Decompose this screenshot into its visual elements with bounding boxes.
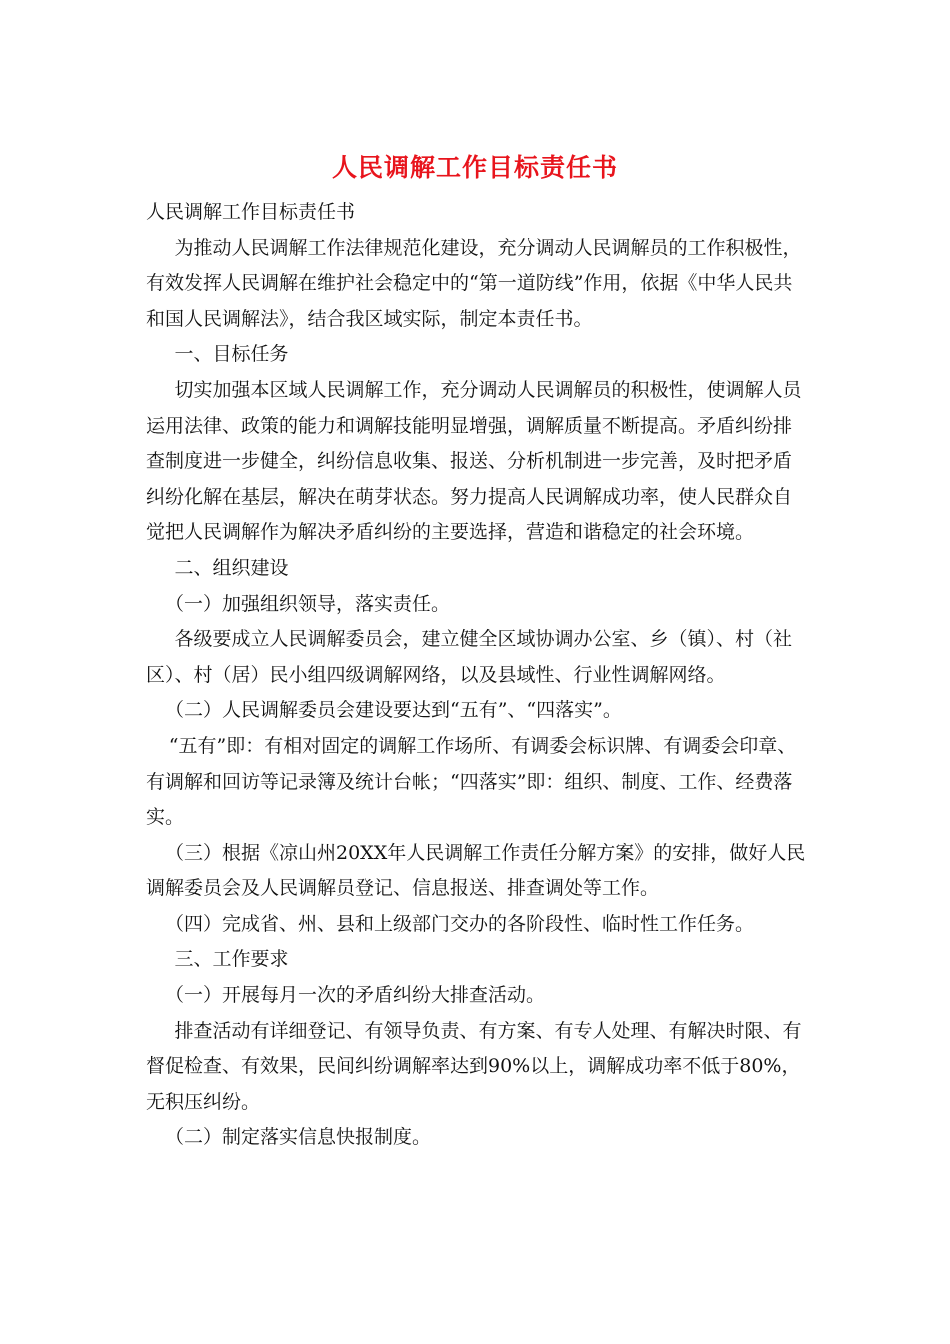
subsection-2-2: （二）人民调解委员会建设要达到“五有”、“四落实”。 — [165, 699, 622, 722]
subsection-2-4: （四）完成省、州、县和上级部门交办的各阶段性、临时性工作任务。 — [165, 912, 755, 935]
section-heading-1: 一、目标任务 — [174, 343, 289, 366]
section-heading-3: 三、工作要求 — [174, 948, 289, 971]
document-title: 人民调解工作目标责任书 — [331, 153, 618, 182]
subtitle-line: 人民调解工作目标责任书 — [146, 201, 356, 223]
subsection-3-2: （二）制定落实信息快报制度。 — [165, 1126, 432, 1149]
paragraph-network: 各级要成立人民调解委员会，建立健全区域协调办公室、乡（镇）、村（社区）、村（居）民小组四级调解网络，以及县域性、行业性调解网络。 — [146, 628, 793, 686]
paragraph-goals: 切实加强本区域人民调解工作，充分调动人民调解员的积极性，使调解人员运用法律、政策的能力和调解技能明显增强，调解质量不断提高。矛盾纠纷排查制度进一步健全，纠纷信息收集、报送、分析机制进一步完善，及时把矛盾纠纷化解在基层，解决在萌芽状态。努力提高人民调解成功率，使人民群众自觉把人民调解作为解决矛盾纠纷的主要选择，营造和谐稳定的社会环境。 — [146, 378, 802, 544]
section-heading-2: 二、组织建设 — [174, 556, 289, 579]
document-body — [146, 195, 806, 1156]
subsection-3-1: （一）开展每月一次的矛盾纠纷大排查活动。 — [165, 984, 546, 1007]
subsection-2-3: （三）根据《凉山州20XX年人民调解工作责任分解方案》的安排，做好人民调解委员会及人民调解员登记、信息报送、排查调处等工作。 — [146, 841, 806, 900]
paragraph-five-four: “五有”即：有相对固定的调解工作场所、有调委会标识牌、有调委会印章、有调解和回访等记录簿及统计台帐；“四落实”即：组织、制度、工作、经费落实。 — [146, 734, 797, 829]
subsection-2-1: （一）加强组织领导，落实责任。 — [165, 592, 451, 615]
paragraph-investigation: 排查活动有详细登记、有领导负责、有方案、有专人处理、有解决时限、有督促检查、有效果，民间纠纷调解率达到90%以上，调解成功率不低于80%，无积压纠纷。 — [146, 1019, 802, 1113]
intro-paragraph: 为推动人民调解工作法律规范化建设，充分调动人民调解员的工作积极性，有效发挥人民调解在维护社会稳定中的“第一道防线”作用，依据《中华人民共和国人民调解法》，结合我区域实际，制定本责任书。 — [146, 236, 802, 330]
